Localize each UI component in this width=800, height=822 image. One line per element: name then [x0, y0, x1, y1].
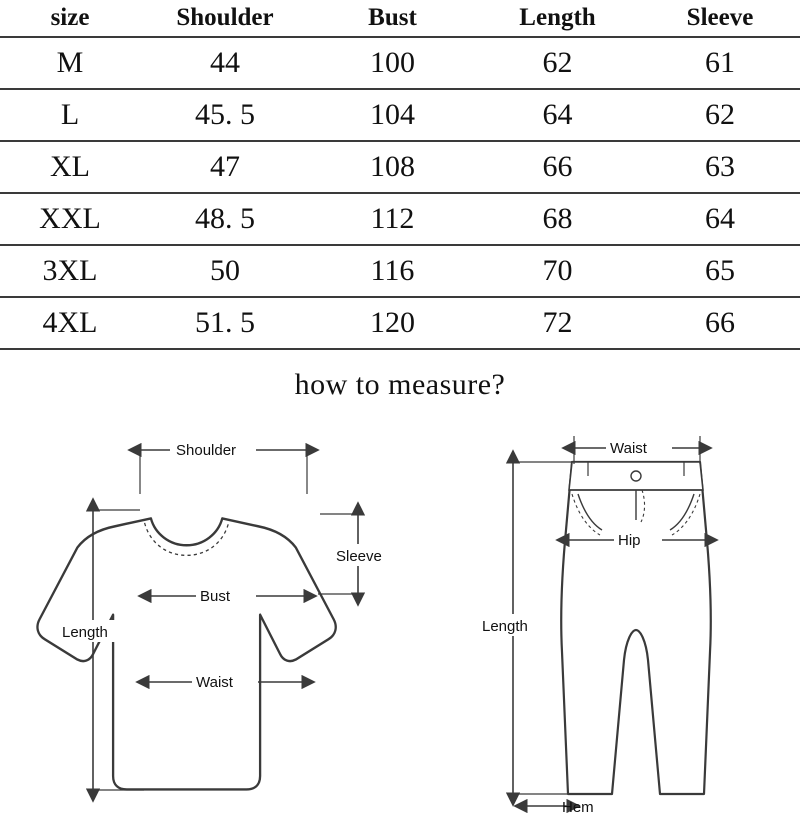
- cell-length: 72: [542, 306, 573, 339]
- label-sleeve: Sleeve: [336, 548, 382, 565]
- label-hip: Hip: [618, 532, 641, 549]
- column-header-size: size: [50, 4, 90, 31]
- cell-size: XL: [50, 150, 90, 183]
- table-row: [0, 245, 800, 297]
- table-row: [0, 37, 800, 89]
- cell-sleeve: 61: [705, 46, 735, 79]
- cell-bust: 112: [370, 202, 415, 235]
- table-row: [0, 141, 800, 193]
- cell-sleeve: 63: [705, 150, 735, 183]
- cell-shoulder: 44: [210, 46, 240, 79]
- pants-diagram: [480, 436, 711, 816]
- size-chart-table: [0, 0, 800, 350]
- label-length-bottom: Length: [482, 618, 528, 635]
- cell-length: 66: [542, 150, 573, 183]
- table-header-row: [0, 0, 800, 37]
- cell-size: 4XL: [42, 306, 98, 339]
- how-to-measure-title: how to measure?: [294, 368, 506, 401]
- cell-bust: 116: [370, 254, 415, 287]
- tshirt-diagram: [37, 438, 397, 790]
- cell-bust: 120: [370, 306, 415, 339]
- cell-shoulder: 51. 5: [195, 306, 255, 339]
- cell-size: M: [56, 46, 84, 79]
- cell-sleeve: 62: [705, 98, 735, 131]
- cell-length: 68: [542, 202, 573, 235]
- cell-bust: 100: [370, 46, 415, 79]
- column-header-sleeve: Sleeve: [686, 4, 754, 31]
- table-row: [0, 89, 800, 141]
- label-hem: Hem: [562, 799, 594, 816]
- column-header-bust: Bust: [368, 4, 417, 31]
- label-bust: Bust: [200, 588, 231, 605]
- cell-length: 64: [542, 98, 573, 131]
- cell-sleeve: 66: [705, 306, 735, 339]
- cell-size: XXL: [39, 202, 101, 235]
- cell-bust: 104: [370, 98, 415, 131]
- cell-size: 3XL: [42, 254, 98, 287]
- cell-shoulder: 45. 5: [195, 98, 255, 131]
- size-chart-body: [0, 37, 800, 349]
- cell-size: L: [60, 98, 80, 131]
- label-shoulder: Shoulder: [176, 442, 237, 459]
- column-header-shoulder: Shoulder: [176, 4, 274, 31]
- cell-sleeve: 64: [705, 202, 735, 235]
- cell-shoulder: 47: [210, 150, 240, 183]
- label-length-top: Length: [62, 624, 108, 641]
- size-chart-header: [0, 0, 800, 37]
- label-waist-top: Waist: [196, 674, 233, 691]
- table-row: [0, 193, 800, 245]
- measurement-diagrams: [0, 402, 800, 822]
- column-header-length: Length: [519, 4, 596, 31]
- cell-sleeve: 65: [705, 254, 735, 287]
- table-row: [0, 297, 800, 349]
- cell-length: 70: [542, 254, 573, 287]
- label-waist-bottom: Waist: [610, 440, 647, 457]
- cell-shoulder: 50: [210, 254, 240, 287]
- cell-shoulder: 48. 5: [195, 202, 255, 235]
- cell-bust: 108: [370, 150, 415, 183]
- cell-length: 62: [542, 46, 573, 79]
